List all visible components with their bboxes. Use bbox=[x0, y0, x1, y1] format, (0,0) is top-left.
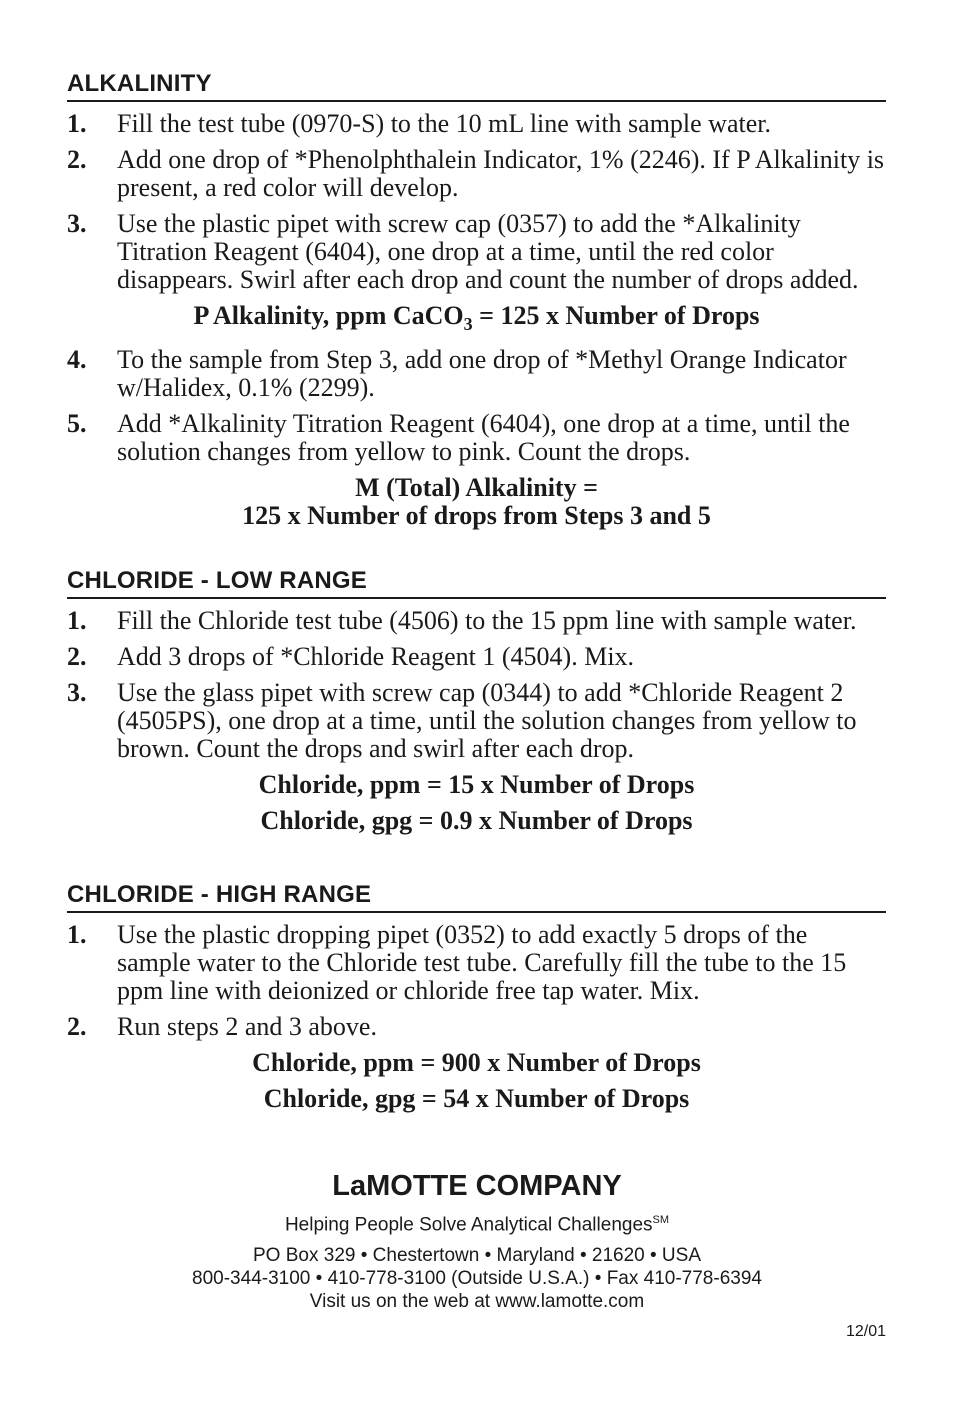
alkalinity-step-1: 1. Fill the test tube (0970-S) to the 10 mL line with sample water. bbox=[67, 109, 771, 138]
p-alkalinity-formula: P Alkalinity, ppm CaCO$_3$ = 125 x Number of Drops bbox=[193, 301, 760, 335]
company-name: LaMOTTE COMPANY bbox=[332, 1170, 622, 1202]
alkalinity-step-2: 2. Add one drop of *Phenolphthalein Indicator, 1% (2246). If P Alkalinity is present, a red color will develop. bbox=[67, 145, 885, 202]
chloride-high-gpg-formula: Chloride, gpg = 54 x Number of Drops bbox=[263, 1084, 690, 1113]
m-alkalinity-formula: M (Total) Alkalinity = 125 x Number of drops from Steps 3 and 5 bbox=[242, 473, 711, 531]
company-address: PO Box 329 • Chestertown • Maryland • 21620 • USA bbox=[253, 1245, 701, 1267]
chloride-high-section bbox=[67, 881, 886, 1113]
alkalinity-section bbox=[67, 70, 886, 530]
alkalinity-step-4: 4. To the sample from Step 3, add one drop of *Methyl Orange Indicator w/Halidex, 0.1% (2299). bbox=[67, 345, 847, 403]
chloride-high-step-2: 2. Run steps 2 and 3 above. bbox=[67, 1012, 377, 1041]
alkalinity-steps-continued bbox=[67, 346, 886, 466]
revision-date: 12/01 bbox=[845, 1323, 886, 1340]
chloride-low-step-3: 3. Use the glass pipet with screw cap (0344) to add *Chloride Reagent 2 (4505PS), one drop at a time, until the solution changes from yellow to brown. Count the drops and swirl after each drop. bbox=[67, 678, 857, 763]
chloride-high-heading: CHLORIDE - HIGH RANGE bbox=[67, 881, 886, 913]
company-website[interactable]: Visit us on the web at www.lamotte.com bbox=[309, 1291, 645, 1313]
alkalinity-step-5: 5. Add *Alkalinity Titration Reagent (6404), one drop at a time, until the solution changes from yellow to pink. Count the drops. bbox=[67, 409, 850, 467]
chloride-low-steps bbox=[67, 607, 886, 763]
chloride-low-gpg-formula: Chloride, gpg = 0.9 x Number of Drops bbox=[260, 806, 693, 835]
company-phones: 800-344-3100 • 410-778-3100 (Outside U.S.A.) • Fax 410-778-6394 bbox=[192, 1268, 762, 1290]
chloride-low-step-1: 1. Fill the Chloride test tube (4506) to the 15 ppm line with sample water. bbox=[67, 606, 857, 635]
alkalinity-steps bbox=[67, 110, 886, 294]
chloride-high-steps bbox=[67, 921, 886, 1041]
alkalinity-heading: ALKALINITY bbox=[67, 70, 886, 102]
company-tagline: Helping People Solve Analytical Challenges℠ bbox=[284, 1214, 670, 1236]
chloride-low-section bbox=[67, 567, 886, 835]
alkalinity-step-3: 3. Use the plastic pipet with screw cap (0357) to add the *Alkalinity Titration Reagent (6404), one drop at a time, until the red color disappears. Swirl after each drop and count the number of drops added. bbox=[67, 209, 859, 294]
chloride-low-ppm-formula: Chloride, ppm = 15 x Number of Drops bbox=[258, 770, 695, 799]
chloride-low-step-2: 2. Add 3 drops of *Chloride Reagent 1 (4504). Mix. bbox=[67, 642, 635, 671]
chloride-high-step-1: 1. Use the plastic dropping pipet (0352) to add exactly 5 drops of the sample water to the Chloride test tube. Carefully fill the tube to the 15 ppm line with deionized or chloride free tap water. Mix. bbox=[67, 920, 847, 1005]
chloride-low-heading: CHLORIDE - LOW RANGE bbox=[67, 567, 886, 599]
company-footer bbox=[0, 1170, 954, 1313]
chloride-high-ppm-formula: Chloride, ppm = 900 x Number of Drops bbox=[252, 1048, 701, 1077]
